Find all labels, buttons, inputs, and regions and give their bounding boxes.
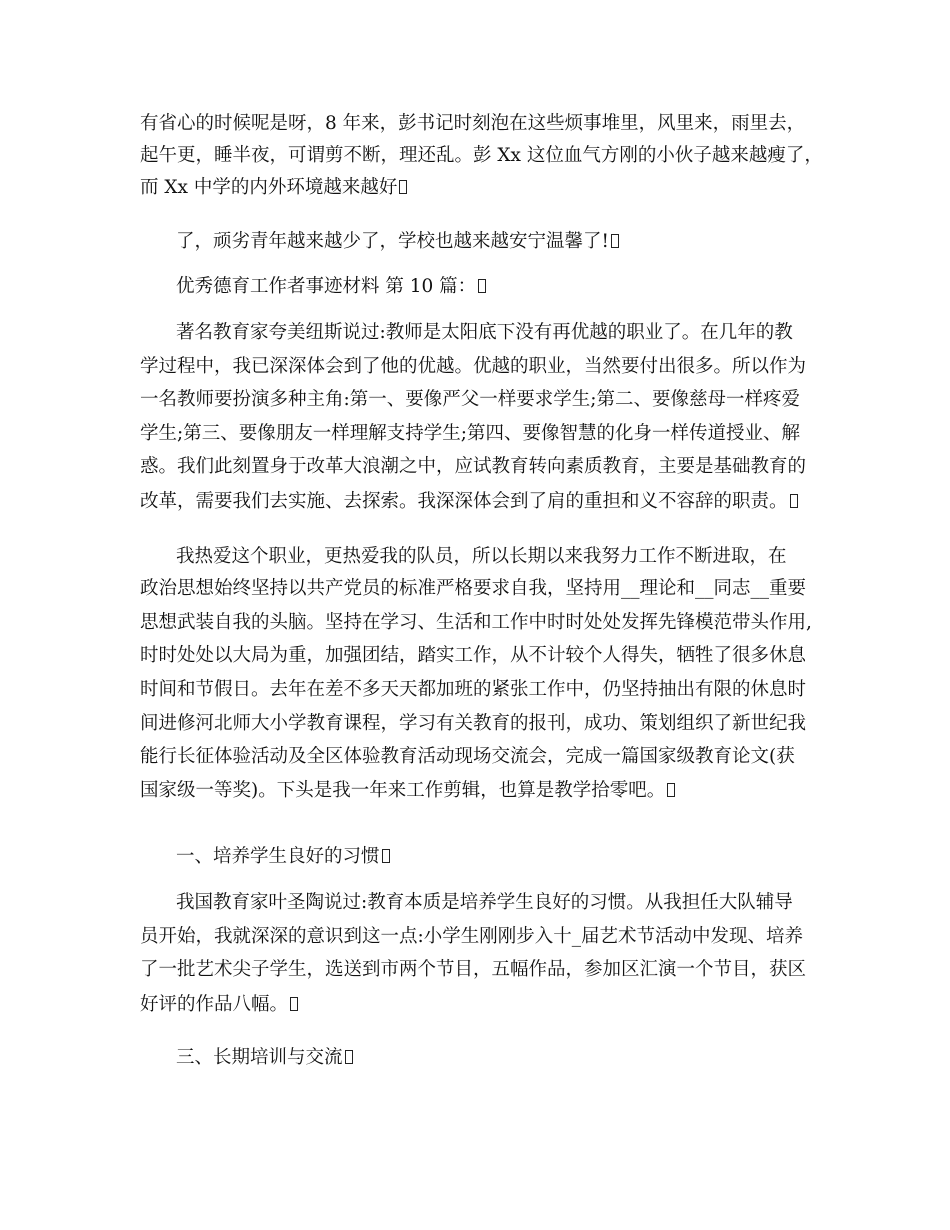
section-heading <box>176 275 486 299</box>
text-line: 我国教育家叶圣陶说过:教育本质是培养学生良好的习惯。从我担任大队辅导 <box>176 892 793 913</box>
text-line: 好评的作品八幅。 <box>140 994 289 1015</box>
text-line: 间进修河北师大小学教育课程，学习有关教育的报刊，成功、策划组织了新世纪我 <box>140 713 807 734</box>
text-line: 时间和节假日。去年在差不多天天都加班的紧张工作中，仍坚持抽出有限的休息时 <box>140 679 807 700</box>
text-line-with-mark <box>140 490 798 514</box>
text-line: 一名教师要扮演多种主角:第一、要像严父一样要求学生;第二、要像慈母一样疼爱 <box>140 389 800 410</box>
paragraph-mark-icon <box>478 279 486 293</box>
text-line: 思想武装自我的头脑。坚持在学习、生活和工作中时时处处发挥先锋模范带头作用, <box>140 612 812 633</box>
text-line: 优秀德育工作者事迹材料 第 10 篇： <box>176 276 477 297</box>
text-line: 了一批艺术尖子学生，选送到市两个节目，五幅作品，参加区汇演一个节目，获区 <box>140 959 807 980</box>
paragraph-mark-icon <box>345 1050 353 1064</box>
text-line: 时时处处以大局为重，加强团结，踏实工作，从不计较个人得失，牺牲了很多休息 <box>140 645 807 666</box>
text-line: 起午更，睡半夜，可谓剪不断，理还乱。彭 Xx 这位血气方刚的小伙子越来越瘦了， <box>140 145 823 166</box>
text-line: 员开始，我就深深的意识到这一点:小学生刚刚步入十_届艺术节活动中发现、培养 <box>140 926 803 947</box>
text-line: 我热爱这个职业，更热爱我的队员，所以长期以来我努力工作不断进取，在 <box>176 546 787 567</box>
text-line: 惑。我们此刻置身于改革大浪潮之中，应试教育转向素质教育，主要是基础教育的 <box>140 456 807 477</box>
text-line: 著名教育家夸美纽斯说过:教师是太阳底下没有再优越的职业了。在几年的教 <box>176 322 793 343</box>
text-line: 改革，需要我们去实施、去探索。我深深体会到了肩的重担和义不容辞的职责。 <box>140 491 788 512</box>
paragraph-mark-icon <box>790 494 798 508</box>
text-line: 有省心的时候呢是呀，8 年来，彭书记时刻泡在这些烦事堆里，风里来，雨里去， <box>140 113 806 134</box>
text-line: 三、长期培训与交流 <box>176 1047 343 1068</box>
text-line-with-mark <box>140 176 407 200</box>
text-line: 了，顽劣青年越来越少了，学校也越来越安宁温馨了! <box>176 231 609 252</box>
text-line-with-mark <box>140 993 298 1017</box>
text-line: 能行长征体验活动及全区体验教育活动现场交流会，完成一篇国家级教育论文(获 <box>140 746 795 767</box>
text-line: 学过程中，我已深深体会到了他的优越。优越的职业，当然要付出很多。所以作为 <box>140 356 807 377</box>
text-line-with-mark <box>176 230 619 254</box>
text-line <box>140 779 675 803</box>
text-line: 学生;第三、要像朋友一样理解支持学生;第四、要像智慧的化身一样传道授业、解 <box>140 423 800 444</box>
section-heading <box>176 845 390 869</box>
text-line: 政治思想始终坚持以共产党员的标准严格要求自我，坚持用__理论和__同志__重要 <box>140 578 807 599</box>
paragraph-mark-icon <box>290 997 298 1011</box>
text-line: 而 Xx 中学的内外环境越来越好 <box>140 177 398 198</box>
paragraph-mark-icon <box>399 180 407 194</box>
paragraph-mark-icon <box>382 849 390 863</box>
section-heading <box>176 1046 353 1070</box>
text-line: 一、培养学生良好的习惯 <box>176 846 380 867</box>
text-line: 国家级一等奖)。下头是我一年来工作剪辑，也算是教学拾零吧。 <box>140 780 666 801</box>
paragraph-mark-icon <box>667 783 675 797</box>
paragraph-mark-icon <box>611 234 619 248</box>
